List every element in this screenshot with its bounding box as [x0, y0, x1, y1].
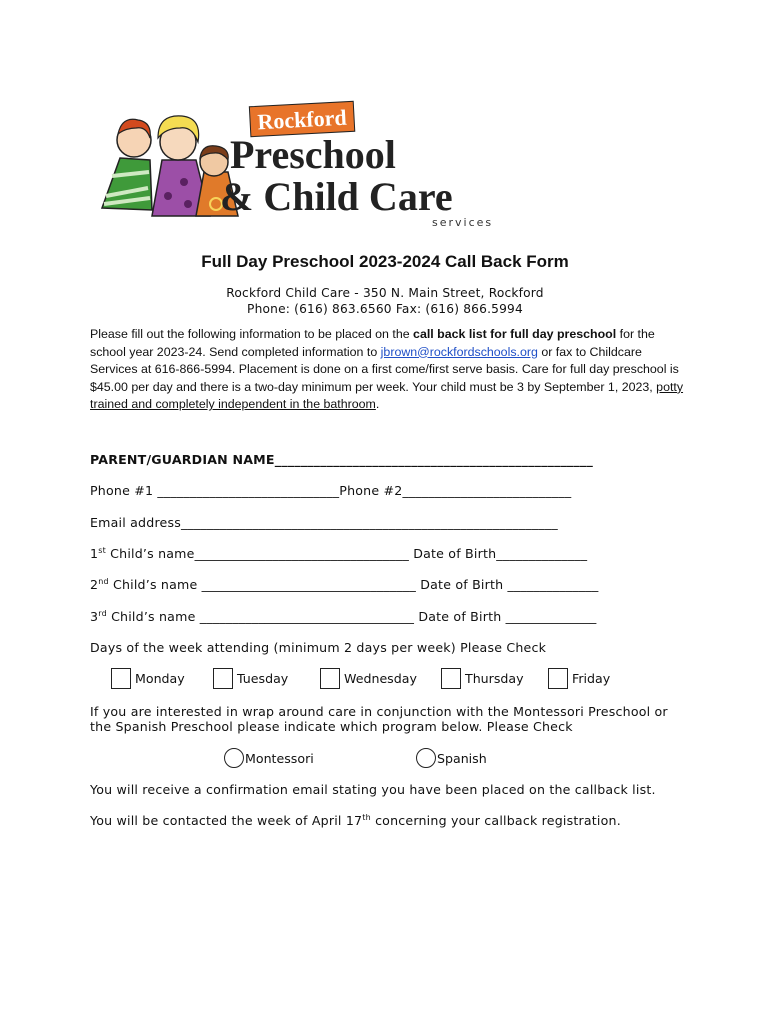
intro-text-4: .: [375, 397, 380, 412]
label-tuesday: Tuesday: [237, 671, 289, 686]
parent-name-field[interactable]: PARENT/GUARDIAN NAME_________________________________________________: [90, 452, 594, 467]
intro-text-2: for the school year 2023-24. Send completed information to: [90, 327, 655, 359]
checkbox-wednesday[interactable]: [320, 668, 340, 689]
rockford-preschool-logo: [92, 98, 532, 233]
intro-text-1: Please fill out the following information to be placed on the: [90, 327, 414, 341]
child3-suffix: rd: [98, 609, 107, 618]
contact-text-end: concerning your callback registration.: [370, 813, 621, 828]
logo-rockford-text: Rockford: [256, 104, 348, 135]
phone-fax-line: Phone: (616) 863.6560 Fax: (616) 866.5994: [247, 302, 523, 316]
intro-text-3: or fax to Childcare Services at 616-866-5994. Placement is done on a first come/first serve basis. Care for full day preschool is $45.00 per day and there is a two-day minimum per week. Your child must be 3 by September 1, 2023,: [90, 344, 679, 394]
logo-services-text: services: [432, 216, 494, 229]
child2-label: Child’s name _________________________________ Date of Birth ______________: [108, 577, 599, 592]
child1-label: Child’s name_________________________________ Date of Birth______________: [105, 546, 588, 561]
wrap-care-text-1: If you are interested in wrap around care in conjunction with the Montessori Preschool or: [90, 704, 668, 719]
checkbox-tuesday[interactable]: [213, 668, 233, 689]
child2-fields[interactable]: [90, 577, 598, 592]
checkbox-monday[interactable]: [111, 668, 131, 689]
contact-date-suffix: th: [362, 813, 371, 822]
checkbox-friday[interactable]: [548, 668, 568, 689]
form-title: Full Day Preschool 2023-2024 Call Back Form: [201, 252, 569, 271]
child2-number: 2: [90, 577, 99, 592]
checkbox-thursday[interactable]: [441, 668, 461, 689]
logo-childcare-text: & Child Care: [220, 174, 453, 219]
phone-fields[interactable]: Phone #1 ____________________________Phone #2__________________________: [90, 483, 572, 498]
radio-montessori[interactable]: [224, 748, 244, 768]
logo-preschool-text: Preschool: [230, 132, 396, 177]
wrap-care-text-2: the Spanish Preschool please indicate which program below. Please Check: [90, 719, 573, 734]
contact-text-start: You will be contacted the week of April 17: [90, 813, 363, 828]
label-montessori: Montessori: [245, 751, 314, 766]
child1-suffix: st: [98, 546, 106, 555]
child3-number: 3: [90, 609, 99, 624]
child1-fields[interactable]: [90, 546, 587, 561]
label-thursday: Thursday: [465, 671, 524, 686]
label-spanish: Spanish: [437, 751, 487, 766]
address-line: Rockford Child Care - 350 N. Main Street, Rockford: [226, 286, 544, 300]
email-link[interactable]: jbrown@rockfordschools.org: [380, 344, 538, 359]
label-friday: Friday: [572, 671, 611, 686]
label-monday: Monday: [135, 671, 185, 686]
intro-paragraph: [90, 326, 690, 414]
email-field[interactable]: Email address__________________________________________________________: [90, 515, 558, 530]
radio-spanish[interactable]: [416, 748, 436, 768]
confirmation-text: You will receive a confirmation email stating you have been placed on the callback list.: [90, 782, 656, 797]
intro-bold-text: call back list for full day preschool: [413, 327, 617, 341]
child1-number: 1: [90, 546, 99, 561]
child3-fields[interactable]: [90, 609, 597, 624]
days-prompt: Days of the week attending (minimum 2 days per week) Please Check: [90, 640, 547, 655]
label-wednesday: Wednesday: [344, 671, 417, 686]
intro-underlined-text: potty trained and completely independent in the bathroom: [90, 379, 684, 412]
contact-text: [90, 813, 621, 828]
child3-label: Child’s name _________________________________ Date of Birth ______________: [106, 609, 597, 624]
child2-suffix: nd: [98, 577, 109, 586]
children-illustration: [102, 116, 238, 216]
